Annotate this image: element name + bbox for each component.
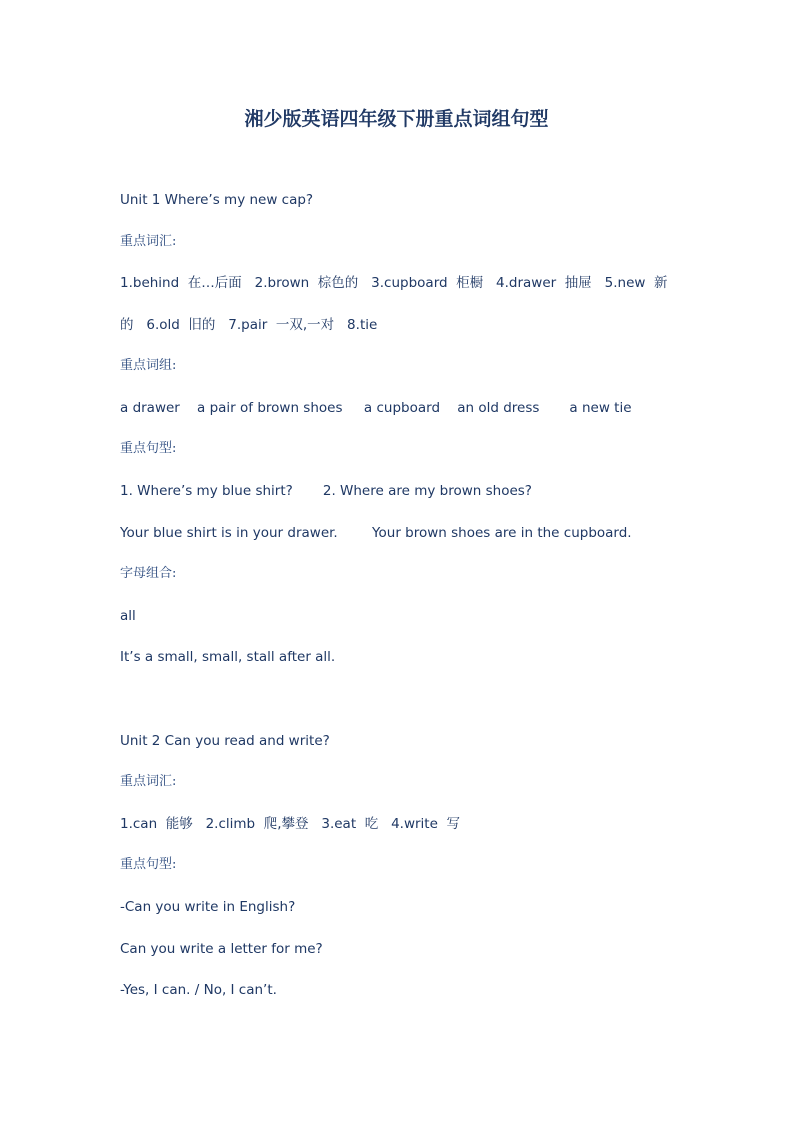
unit1-phrase-label: 重点词组: xyxy=(120,358,177,373)
unit1-phrases: a drawer a pair of brown shoes a cupboard an old dress a new tie xyxy=(120,400,632,416)
unit2-sentence-line3: -Yes, I can. / No, I can’t. xyxy=(120,982,277,998)
unit2-sentence-label: 重点句型: xyxy=(120,857,177,872)
unit2-heading: Unit 2 Can you read and write? xyxy=(120,733,330,749)
unit1-vocab-line1: 1.behind 在…后面 2.brown 棕色的 3.cupboard 柜橱 4.drawer 抽屉 5.new 新 xyxy=(120,275,668,291)
unit1-vocab-line2: 的 6.old 旧的 7.pair 一双,一对 8.tie xyxy=(120,317,378,333)
unit1-letters-label: 字母组合: xyxy=(120,566,177,581)
unit2-sentence-line1: -Can you write in English? xyxy=(120,899,296,915)
unit1-sentence-line2: Your blue shirt is in your drawer. Your brown shoes are in the cupboard. xyxy=(120,525,632,541)
unit1-sentence-line1: 1. Where’s my blue shirt? 2. Where are my brown shoes? xyxy=(120,483,532,499)
unit1-vocab-label: 重点词汇: xyxy=(120,234,177,249)
unit1-sentence-label: 重点句型: xyxy=(120,441,177,456)
unit2-vocab-label: 重点词汇: xyxy=(120,774,177,789)
unit1-letters: all xyxy=(120,608,136,624)
page-title: 湘少版英语四年级下册重点词组句型 xyxy=(244,108,549,130)
unit2-sentence-line2: Can you write a letter for me? xyxy=(120,941,323,957)
unit1-heading: Unit 1 Where’s my new cap? xyxy=(120,192,314,208)
unit1-letters-sentence: It’s a small, small, stall after all. xyxy=(120,649,336,665)
unit2-vocab-line1: 1.can 能够 2.climb 爬,攀登 3.eat 吃 4.write 写 xyxy=(120,816,460,832)
